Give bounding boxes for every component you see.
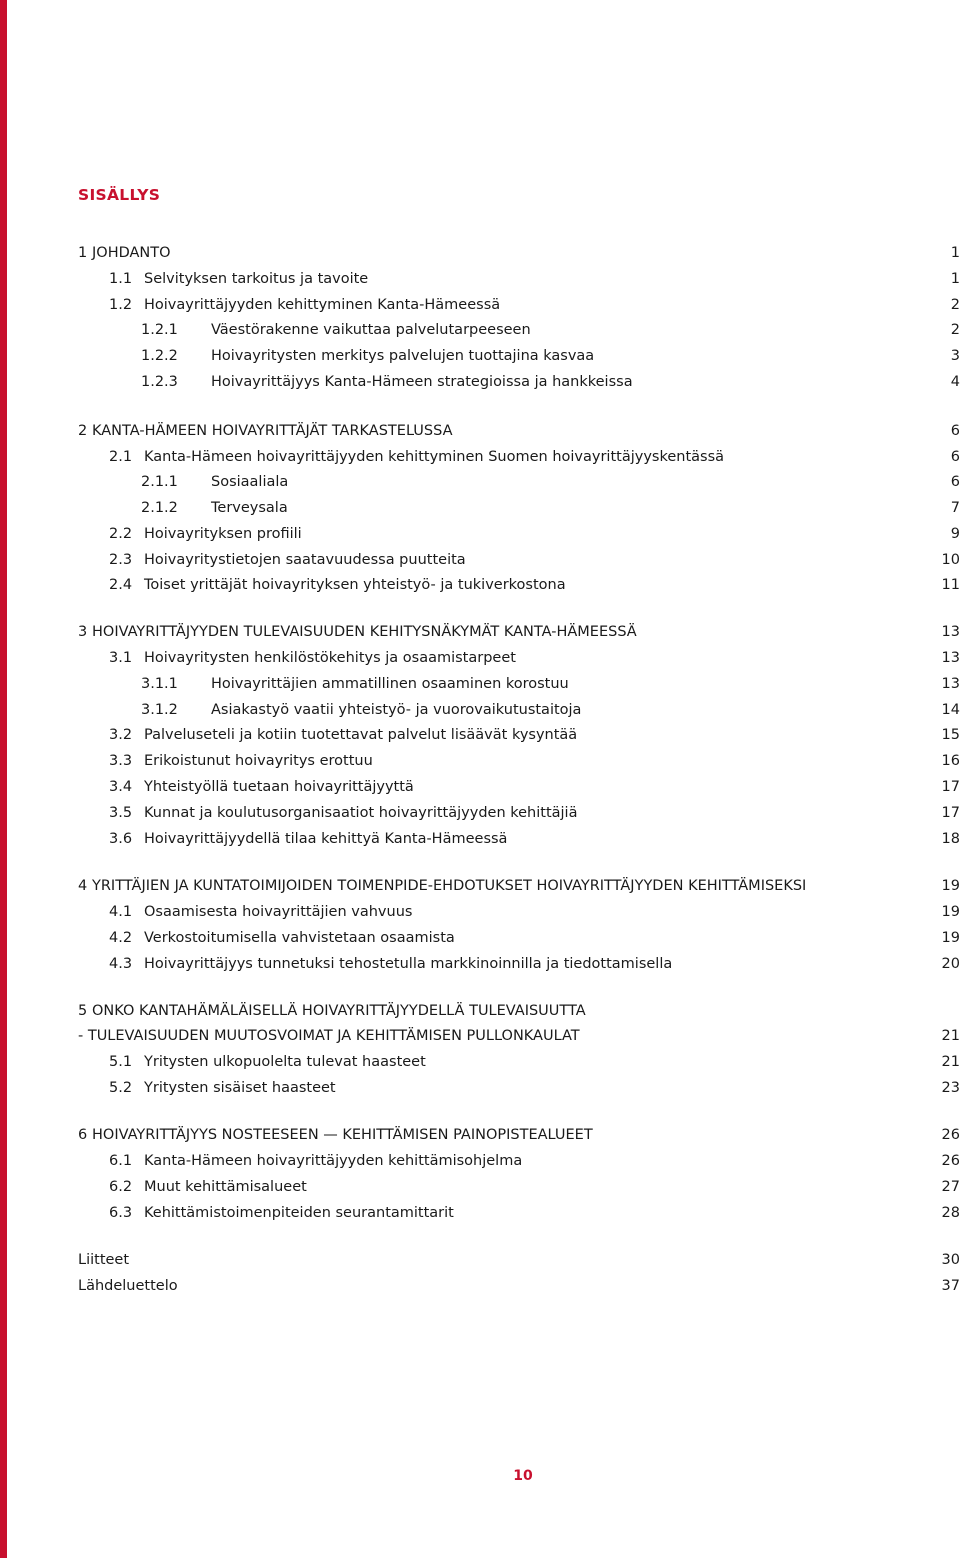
toc-entry-number: 3.1.2 <box>141 702 178 718</box>
toc-entry-title: Väestörakenne vaikuttaa palvelutarpeeseen <box>211 322 531 338</box>
toc-entry <box>78 876 960 896</box>
toc-entry <box>78 1026 960 1046</box>
toc-entry-number: 4.3 <box>109 956 133 972</box>
toc-entry-number: 2.3 <box>109 552 133 568</box>
toc-entry-number: 3.4 <box>109 779 133 795</box>
toc-entry <box>78 954 960 974</box>
toc-entry-page: 23 <box>941 1080 960 1096</box>
toc-entry-page: 21 <box>941 1054 960 1070</box>
page-title: SISÄLLYS <box>78 186 161 204</box>
toc-entry-number: 4 <box>78 878 88 894</box>
toc-entry-number: 3.1 <box>109 650 133 666</box>
page-number: 10 <box>513 1468 533 1484</box>
toc-entry <box>78 700 960 720</box>
toc-entry <box>78 447 960 467</box>
toc-entry-page: 4 <box>950 374 960 390</box>
toc-entry-title: Erikoistunut hoivayritys erottuu <box>144 753 373 769</box>
toc-entry-title: Hoivayrittäjien ammatillinen osaaminen korostuu <box>211 676 569 692</box>
toc-entry-number: 3.2 <box>109 727 133 743</box>
toc-entry-number: 3.1.1 <box>141 676 178 692</box>
toc-entry-page: 9 <box>950 526 960 542</box>
toc-entry-number: 3.6 <box>109 831 133 847</box>
toc-entry <box>78 1001 960 1021</box>
toc-entry-number: 2.1.2 <box>141 500 178 516</box>
toc-entry <box>78 524 960 544</box>
toc-entry-number: 2.1.1 <box>141 474 178 490</box>
toc-entry-page: 37 <box>941 1278 960 1294</box>
toc-entry <box>78 320 960 340</box>
toc-entry-title: Asiakastyö vaatii yhteistyö- ja vuorovaikutustaitoja <box>211 702 582 718</box>
toc-entry <box>78 674 960 694</box>
toc-entry-page: 2 <box>950 297 960 313</box>
toc-entry-title: - TULEVAISUUDEN MUUTOSVOIMAT JA KEHITTÄMISEN PULLONKAULAT <box>78 1028 580 1044</box>
toc-entry <box>78 421 960 441</box>
toc-entry <box>78 498 960 518</box>
toc-entry <box>78 1276 960 1296</box>
toc-entry <box>78 550 960 570</box>
toc-entry-title: Verkostoitumisella vahvistetaan osaamista <box>144 930 455 946</box>
toc-entry-title: Kanta-Hämeen hoivayrittäjyyden kehittyminen Suomen hoivayrittäjyyskentässä <box>144 449 725 465</box>
toc-entry-number: 1.1 <box>109 271 133 287</box>
toc-entry-number: 5.1 <box>109 1054 133 1070</box>
toc-entry-title: Hoivayritysten merkitys palvelujen tuottajina kasvaa <box>211 348 595 364</box>
toc-entry-page: 27 <box>941 1179 960 1195</box>
toc-entry-title: ONKO KANTAHÄMÄLÄISELLÄ HOIVAYRITTÄJYYDELLÄ TULEVAISUUTTA <box>92 1003 586 1019</box>
toc-entry-number: 4.2 <box>109 930 133 946</box>
toc-entry-page: 16 <box>941 753 960 769</box>
toc-entry <box>78 725 960 745</box>
toc-entry-page: 6 <box>950 423 960 439</box>
toc-entry-number: 4.1 <box>109 904 133 920</box>
toc-entry-page: 15 <box>941 727 960 743</box>
toc-entry-title: KANTA-HÄMEEN HOIVAYRITTÄJÄT TARKASTELUSSA <box>92 423 453 439</box>
toc-entry-number: 5 <box>78 1003 88 1019</box>
toc-entry-number: 3 <box>78 624 88 640</box>
toc-entry-title: Muut kehittämisalueet <box>144 1179 307 1195</box>
toc-entry-page: 6 <box>950 449 960 465</box>
toc-entry-page: 19 <box>941 878 960 894</box>
toc-entry-number: 2.2 <box>109 526 133 542</box>
toc-entry-page: 19 <box>941 904 960 920</box>
toc-entry-number: 2 <box>78 423 88 439</box>
toc-entry-title: Hoivayritysten henkilöstökehitys ja osaamistarpeet <box>144 650 516 666</box>
toc-entry-page: 11 <box>941 577 960 593</box>
toc-entry-title: Kehittämistoimenpiteiden seurantamittarit <box>144 1205 454 1221</box>
toc-entry-title: HOIVAYRITTÄJYYS NOSTEESEEN — KEHITTÄMISEN PAINOPISTEALUEET <box>92 1127 593 1143</box>
toc-entry-number: 1.2 <box>109 297 133 313</box>
toc-entry-title: Hoivayrittäjyydellä tilaa kehittyä Kanta-Hämeessä <box>144 831 508 847</box>
toc-entry-title: Hoivayrittäjyys tunnetuksi tehostetulla markkinoinnilla ja tiedottamisella <box>144 956 673 972</box>
toc-entry <box>78 777 960 797</box>
toc-entry-number: 5.2 <box>109 1080 133 1096</box>
toc-entry <box>78 1203 960 1223</box>
toc-entry-title: HOIVAYRITTÄJYYDEN TULEVAISUUDEN KEHITYSNÄKYMÄT KANTA-HÄMEESSÄ <box>92 624 637 640</box>
toc-entry-page: 13 <box>941 676 960 692</box>
toc-entry-number: 3.5 <box>109 805 133 821</box>
toc-entry-page: 13 <box>941 624 960 640</box>
toc-entry-title: Lähdeluettelo <box>78 1278 178 1294</box>
toc-entry-title: Terveysala <box>211 500 288 516</box>
toc-entry-page: 17 <box>941 779 960 795</box>
toc-entry-title: Yritysten ulkopuolelta tulevat haasteet <box>144 1054 426 1070</box>
toc-entry-title: Yritysten sisäiset haasteet <box>144 1080 336 1096</box>
toc-entry-title: Palveluseteli ja kotiin tuotettavat palvelut lisäävät kysyntää <box>144 727 578 743</box>
toc-entry-page: 6 <box>950 474 960 490</box>
toc-entry-title: Sosiaaliala <box>211 474 289 490</box>
toc-entry <box>78 648 960 668</box>
toc-entry-number: 1.2.2 <box>141 348 178 364</box>
toc-entry-title: Liitteet <box>78 1252 130 1268</box>
toc-entry-number: 2.1 <box>109 449 133 465</box>
toc-entry <box>78 1250 960 1270</box>
toc-entry-page: 1 <box>950 245 960 261</box>
toc-entry <box>78 928 960 948</box>
toc-entry <box>78 829 960 849</box>
toc-entry-number: 6.2 <box>109 1179 133 1195</box>
toc-entry-number: 1 <box>78 245 88 261</box>
toc-entry-page: 17 <box>941 805 960 821</box>
toc-entry-title: Kanta-Hämeen hoivayrittäjyyden kehittämisohjelma <box>144 1153 523 1169</box>
toc-entry-number: 2.4 <box>109 577 133 593</box>
toc-entry <box>78 1177 960 1197</box>
toc-entry <box>78 346 960 366</box>
toc-entry-page: 1 <box>950 271 960 287</box>
toc-entry <box>78 1125 960 1145</box>
toc-entry <box>78 575 960 595</box>
toc-entry-number: 3.3 <box>109 753 133 769</box>
toc-entry <box>78 902 960 922</box>
toc-entry <box>78 243 960 263</box>
toc-entry-number: 6.1 <box>109 1153 133 1169</box>
toc-entry-page: 19 <box>941 930 960 946</box>
toc-entry-page: 21 <box>941 1028 960 1044</box>
toc-entry-title: Hoivayrittäjyys Kanta-Hämeen strategioissa ja hankkeissa <box>211 374 633 390</box>
toc-entry-page: 18 <box>941 831 960 847</box>
toc-entry <box>78 1078 960 1098</box>
toc-entry-title: Yhteistyöllä tuetaan hoivayrittäjyyttä <box>144 779 414 795</box>
toc-entry-title: YRITTÄJIEN JA KUNTATOIMIJOIDEN TOIMENPIDE-EHDOTUKSET HOIVAYRITTÄJYYDEN KEHITTÄMISEKSI <box>92 878 807 894</box>
toc-entry-number: 6.3 <box>109 1205 133 1221</box>
toc-entry-title: Hoivayritystietojen saatavuudessa puutteita <box>144 552 466 568</box>
toc-entry-number: 6 <box>78 1127 88 1143</box>
toc-entry-page: 10 <box>941 552 960 568</box>
toc-entry-page: 14 <box>941 702 960 718</box>
toc-entry-number: 1.2.1 <box>141 322 178 338</box>
toc-entry-page: 20 <box>941 956 960 972</box>
toc-entry-page: 7 <box>950 500 960 516</box>
toc-entry-title: Kunnat ja koulutusorganisaatiot hoivayrittäjyyden kehittäjiä <box>144 805 578 821</box>
toc-entry <box>78 295 960 315</box>
toc-entry-page: 26 <box>941 1127 960 1143</box>
toc-entry <box>78 372 960 392</box>
toc-entry <box>78 803 960 823</box>
toc-entry-title: Osaamisesta hoivayrittäjien vahvuus <box>144 904 413 920</box>
toc-entry-title: Selvityksen tarkoitus ja tavoite <box>144 271 369 287</box>
toc-entry <box>78 269 960 289</box>
toc-entry-page: 2 <box>950 322 960 338</box>
toc-entry <box>78 751 960 771</box>
toc-entry-page: 13 <box>941 650 960 666</box>
toc-entry <box>78 472 960 492</box>
toc-entry-title: JOHDANTO <box>92 245 171 261</box>
toc-entry-page: 3 <box>950 348 960 364</box>
toc-entry <box>78 622 960 642</box>
toc-entry <box>78 1151 960 1171</box>
toc-entry-page: 28 <box>941 1205 960 1221</box>
toc-entry-title: Hoivayrityksen profiili <box>144 526 302 542</box>
toc-entry <box>78 1052 960 1072</box>
toc-entry-title: Hoivayrittäjyyden kehittyminen Kanta-Hämeessä <box>144 297 501 313</box>
toc-entry-title: Toiset yrittäjät hoivayrityksen yhteistyö- ja tukiverkostona <box>144 577 566 593</box>
toc-entry-page: 26 <box>941 1153 960 1169</box>
toc-entry-page: 30 <box>941 1252 960 1268</box>
toc-entry-number: 1.2.3 <box>141 374 178 390</box>
